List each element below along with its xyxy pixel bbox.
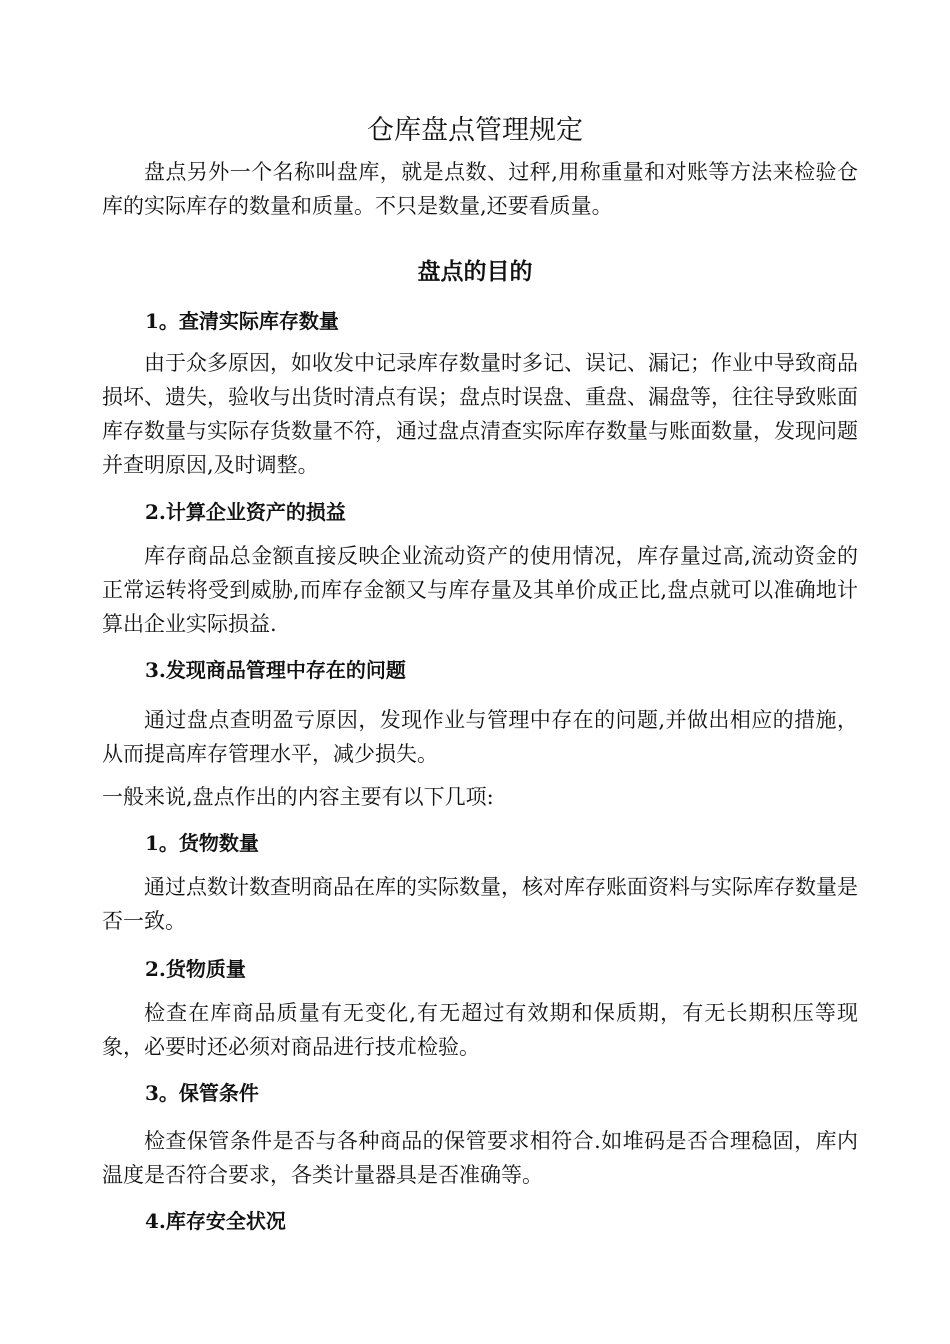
purpose-heading-1: 1。查清实际库存数量 <box>145 309 339 333</box>
content-heading-1: 1。货物数量 <box>145 831 259 855</box>
content-text-2: 检查在库商品质量有无变化,有无超过有效期和保质期，有无长期积压等现象，必要时还必须对商品进行技朮检验。 <box>102 1001 858 1059</box>
document-title: 仓库盘点管理规定 <box>367 115 583 146</box>
content-heading-4: 4.库存安全状况 <box>145 1209 286 1233</box>
purpose-heading-3: 3.发现商品管理中存在的问题 <box>145 658 406 682</box>
content-heading-3: 3。保管条件 <box>145 1081 259 1105</box>
purpose-text-3: 通过盘点查明盈亏原因，发现作业与管理中存在的问题,并做出相应的措施，从而提高库存管理水平，减少损失。 <box>102 708 858 766</box>
purpose-text-2: 库存商品总金额直接反映企业流动资产的使用情况，库存量过高,流动资金的正常运转将受到威胁,而库存金额又与库存量及其单价成正比,盘点就可以准确地计算出企业实际损益. <box>102 544 858 636</box>
purpose-heading-2: 2.计算企业资产的损益 <box>145 500 346 524</box>
content-text-1: 通过点数计数查明商品在库的实际数量，核对库存账面资料与实际库存数量是否一致。 <box>102 875 858 933</box>
content-heading-2: 2.货物质量 <box>145 957 246 981</box>
purpose-section-heading: 盘点的目的 <box>417 258 533 285</box>
content-intro-paragraph: 一般来说,盘点作出的内容主要有以下几项: <box>102 785 494 809</box>
purpose-text-1: 由于众多原因，如收发中记录库存数量时多记、误记、漏记；作业中导致商品损坏、遗失，验收与出货时清点有误；盘点时误盘、重盘、漏盘等，往往导致账面库存数量与实际存货数量不符，通过盘点清查实际库存数量与账面数量，发现问题并查明原因,及时调整。 <box>102 351 858 477</box>
content-text-3: 检查保管条件是否与各种商品的保管要求相符合.如堆码是否合理稳固，库内温度是否符合要求，各类计量器具是否准确等。 <box>102 1129 858 1187</box>
intro-paragraph: 盘点另外一个名称叫盘库，就是点数、过秤,用称重量和对账等方法来检验仓库的实际库存的数量和质量。不只是数量,还要看质量。 <box>102 160 858 218</box>
